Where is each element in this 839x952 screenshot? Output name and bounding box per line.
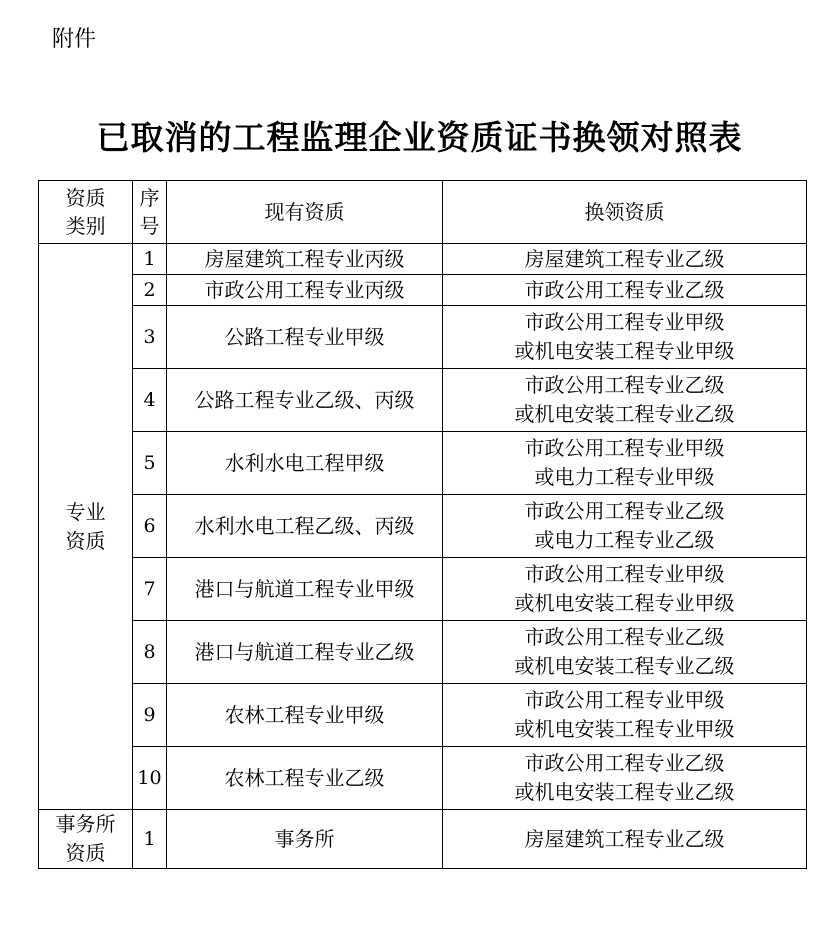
new-qualification-cell [443,621,807,684]
new-qualification-line: 或机电安装工程专业甲级 [514,591,735,615]
new-qualification-cell [443,432,807,495]
category-cell [39,810,133,869]
new-qualification-cell [443,244,807,275]
header-category [39,181,133,244]
table-row [39,432,807,495]
new-qualification-cell [443,747,807,810]
new-qualification-line: 市政公用工程专业乙级 [524,625,725,649]
header-number-line: 号 [139,214,160,238]
current-qualification-cell: 农林工程专业甲级 [167,684,443,747]
new-qualification-line: 市政公用工程专业乙级 [524,499,725,523]
table-row [39,621,807,684]
row-number-cell: 7 [133,558,167,621]
row-number-cell: 2 [133,275,167,306]
current-qualification-cell: 港口与航道工程专业甲级 [167,558,443,621]
new-qualification-cell [443,684,807,747]
new-qualification-cell [443,369,807,432]
row-number-cell: 1 [133,810,167,869]
row-number-cell: 3 [133,306,167,369]
row-number-cell: 8 [133,621,167,684]
new-qualification-line: 或机电安装工程专业甲级 [514,717,735,741]
new-qualification-line: 市政公用工程专业甲级 [524,688,725,712]
header-number-line: 序 [139,186,160,210]
current-qualification-cell: 事务所 [167,810,443,869]
current-qualification-cell: 农林工程专业乙级 [167,747,443,810]
new-qualification-line: 房屋建筑工程专业乙级 [524,246,725,271]
header-category-line: 类别 [65,214,106,238]
new-qualification-line: 或电力工程专业乙级 [534,528,715,552]
new-qualification-line: 或机电安装工程专业乙级 [514,780,735,804]
table-header-row [39,181,807,244]
current-qualification-cell: 港口与航道工程专业乙级 [167,621,443,684]
header-current-qualification: 现有资质 [167,181,443,244]
new-qualification-line: 市政公用工程专业乙级 [524,373,725,397]
new-qualification-cell [443,810,807,869]
current-qualification-cell: 公路工程专业乙级、丙级 [167,369,443,432]
table-row [39,306,807,369]
table-row [39,495,807,558]
qualification-table [38,180,807,869]
table-row [39,558,807,621]
new-qualification-cell [443,275,807,306]
table-row [39,275,807,306]
category-line: 事务所 [55,812,116,836]
new-qualification-cell [443,558,807,621]
category-line: 资质 [65,841,106,865]
table-row [39,684,807,747]
category-line: 资质 [65,528,106,553]
new-qualification-cell [443,306,807,369]
table-row [39,747,807,810]
header-number [133,181,167,244]
row-number-cell: 5 [133,432,167,495]
row-number-cell: 10 [133,747,167,810]
new-qualification-cell [443,495,807,558]
new-qualification-line: 市政公用工程专业乙级 [524,277,725,302]
new-qualification-line: 市政公用工程专业甲级 [524,436,725,460]
current-qualification-cell: 市政公用工程专业丙级 [167,275,443,306]
table-row [39,244,807,275]
new-qualification-line: 市政公用工程专业甲级 [524,562,725,586]
current-qualification-cell: 水利水电工程甲级 [167,432,443,495]
table-row [39,369,807,432]
category-cell [39,244,133,810]
new-qualification-line: 市政公用工程专业甲级 [524,310,725,334]
header-category-line: 资质 [65,186,106,210]
new-qualification-line: 房屋建筑工程专业乙级 [524,826,725,851]
header-new-qualification: 换领资质 [443,181,807,244]
new-qualification-line: 或机电安装工程专业乙级 [514,654,735,678]
row-number-cell: 4 [133,369,167,432]
new-qualification-line: 市政公用工程专业乙级 [524,751,725,775]
current-qualification-cell: 公路工程专业甲级 [167,306,443,369]
current-qualification-cell: 水利水电工程乙级、丙级 [167,495,443,558]
current-qualification-cell: 房屋建筑工程专业丙级 [167,244,443,275]
row-number-cell: 6 [133,495,167,558]
category-line: 专业 [65,499,106,524]
row-number-cell: 9 [133,684,167,747]
row-number-cell: 1 [133,244,167,275]
new-qualification-line: 或电力工程专业甲级 [534,465,715,489]
attachment-label: 附件 [52,27,97,52]
table-row [39,810,807,869]
new-qualification-line: 或机电安装工程专业乙级 [514,402,735,426]
new-qualification-line: 或机电安装工程专业甲级 [514,339,735,363]
document-title: 已取消的工程监理企业资质证书换领对照表 [96,118,743,157]
